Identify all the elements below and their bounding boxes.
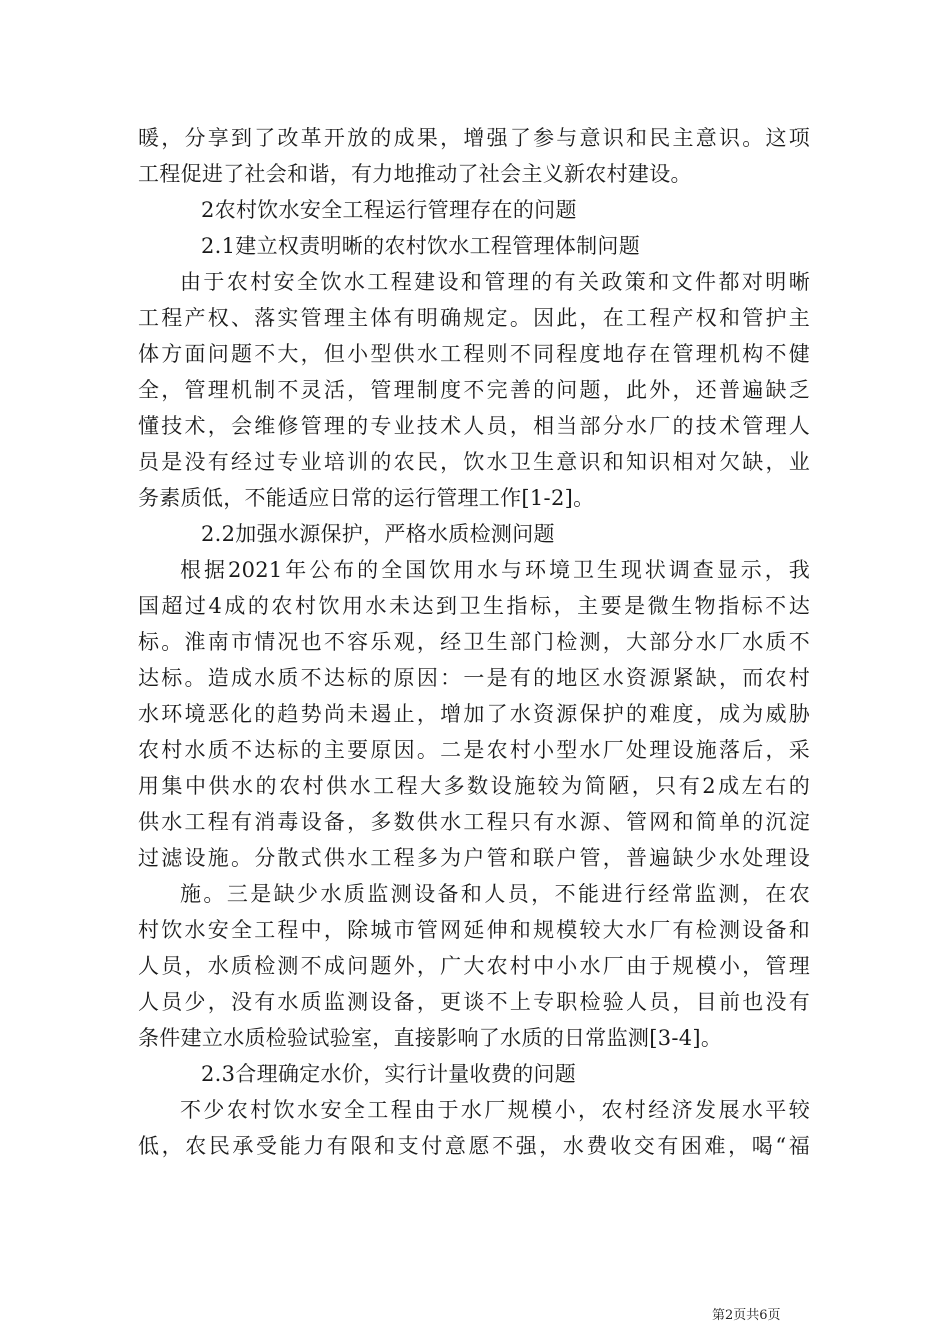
body-line: 人员少，没有水质监测设备，更谈不上专职检验人员，目前也没有 <box>138 990 810 1014</box>
body-line: 用集中供水的农村供水工程大多数设施较为简陋，只有2成左右的 <box>138 774 810 798</box>
body-line: 由于农村安全饮水工程建设和管理的有关政策和文件都对明晰 <box>180 270 810 294</box>
body-line: 水环境恶化的趋势尚未遏止，增加了水资源保护的难度，成为威胁 <box>138 702 810 726</box>
subsection-heading: 2.3合理确定水价，实行计量收费的问题 <box>201 1062 577 1086</box>
body-line: 标。淮南市情况也不容乐观，经卫生部门检测，大部分水厂水质不 <box>138 630 810 654</box>
body-line: 体方面问题不大，但小型供水工程则不同程度地存在管理机构不健 <box>138 342 810 366</box>
body-line: 施。三是缺少水质监测设备和人员，不能进行经常监测，在农 <box>180 882 810 906</box>
body-line: 不少农村饮水安全工程由于水厂规模小，农村经济发展水平较 <box>180 1098 810 1122</box>
body-line: 国超过4成的农村饮用水未达到卫生指标，主要是微生物指标不达 <box>138 594 810 618</box>
body-line: 懂技术，会维修管理的专业技术人员，相当部分水厂的技术管理人 <box>138 414 810 438</box>
page-number-footer: 第2页共6页 <box>712 1308 781 1323</box>
body-line: 条件建立水质检验试验室，直接影响了水质的日常监测[3-4]。 <box>138 1026 723 1050</box>
subsection-heading: 2.2加强水源保护，严格水质检测问题 <box>201 522 555 546</box>
body-line: 农村水质不达标的主要原因。二是农村小型水厂处理设施落后，采 <box>138 738 810 762</box>
body-line: 低，农民承受能力有限和支付意愿不强，水费收交有困难，喝“福 <box>138 1134 810 1158</box>
body-line: 员是没有经过专业培训的农民，饮水卫生意识和知识相对欠缺，业 <box>138 450 810 474</box>
body-line: 全，管理机制不灵活，管理制度不完善的问题，此外，还普遍缺乏 <box>138 378 810 402</box>
body-line: 工程促进了社会和谐，有力地推动了社会主义新农村建设。 <box>138 162 692 186</box>
body-line: 暖，分享到了改革开放的成果，增强了参与意识和民主意识。这项 <box>138 126 810 150</box>
subsection-heading: 2.1建立权责明晰的农村饮水工程管理体制问题 <box>201 234 640 258</box>
body-line: 供水工程有消毒设备，多数供水工程只有水源、管网和简单的沉淀 <box>138 810 810 834</box>
body-line: 务素质低，不能适应日常的运行管理工作[1-2]。 <box>138 486 595 510</box>
body-line: 根据2021年公布的全国饮用水与环境卫生现状调查显示，我 <box>180 558 810 582</box>
body-line: 达标。造成水质不达标的原因：一是有的地区水资源紧缺，而农村 <box>138 666 810 690</box>
body-line: 村饮水安全工程中，除城市管网延伸和规模较大水厂有检测设备和 <box>138 918 810 942</box>
body-line: 过滤设施。分散式供水工程多为户管和联户管，普遍缺少水处理设 <box>138 846 810 870</box>
body-line: 工程产权、落实管理主体有明确规定。因此，在工程产权和管护主 <box>138 306 810 330</box>
body-line: 人员，水质检测不成问题外，广大农村中小水厂由于规模小，管理 <box>138 954 810 978</box>
section-heading: 2农村饮水安全工程运行管理存在的问题 <box>201 198 577 222</box>
